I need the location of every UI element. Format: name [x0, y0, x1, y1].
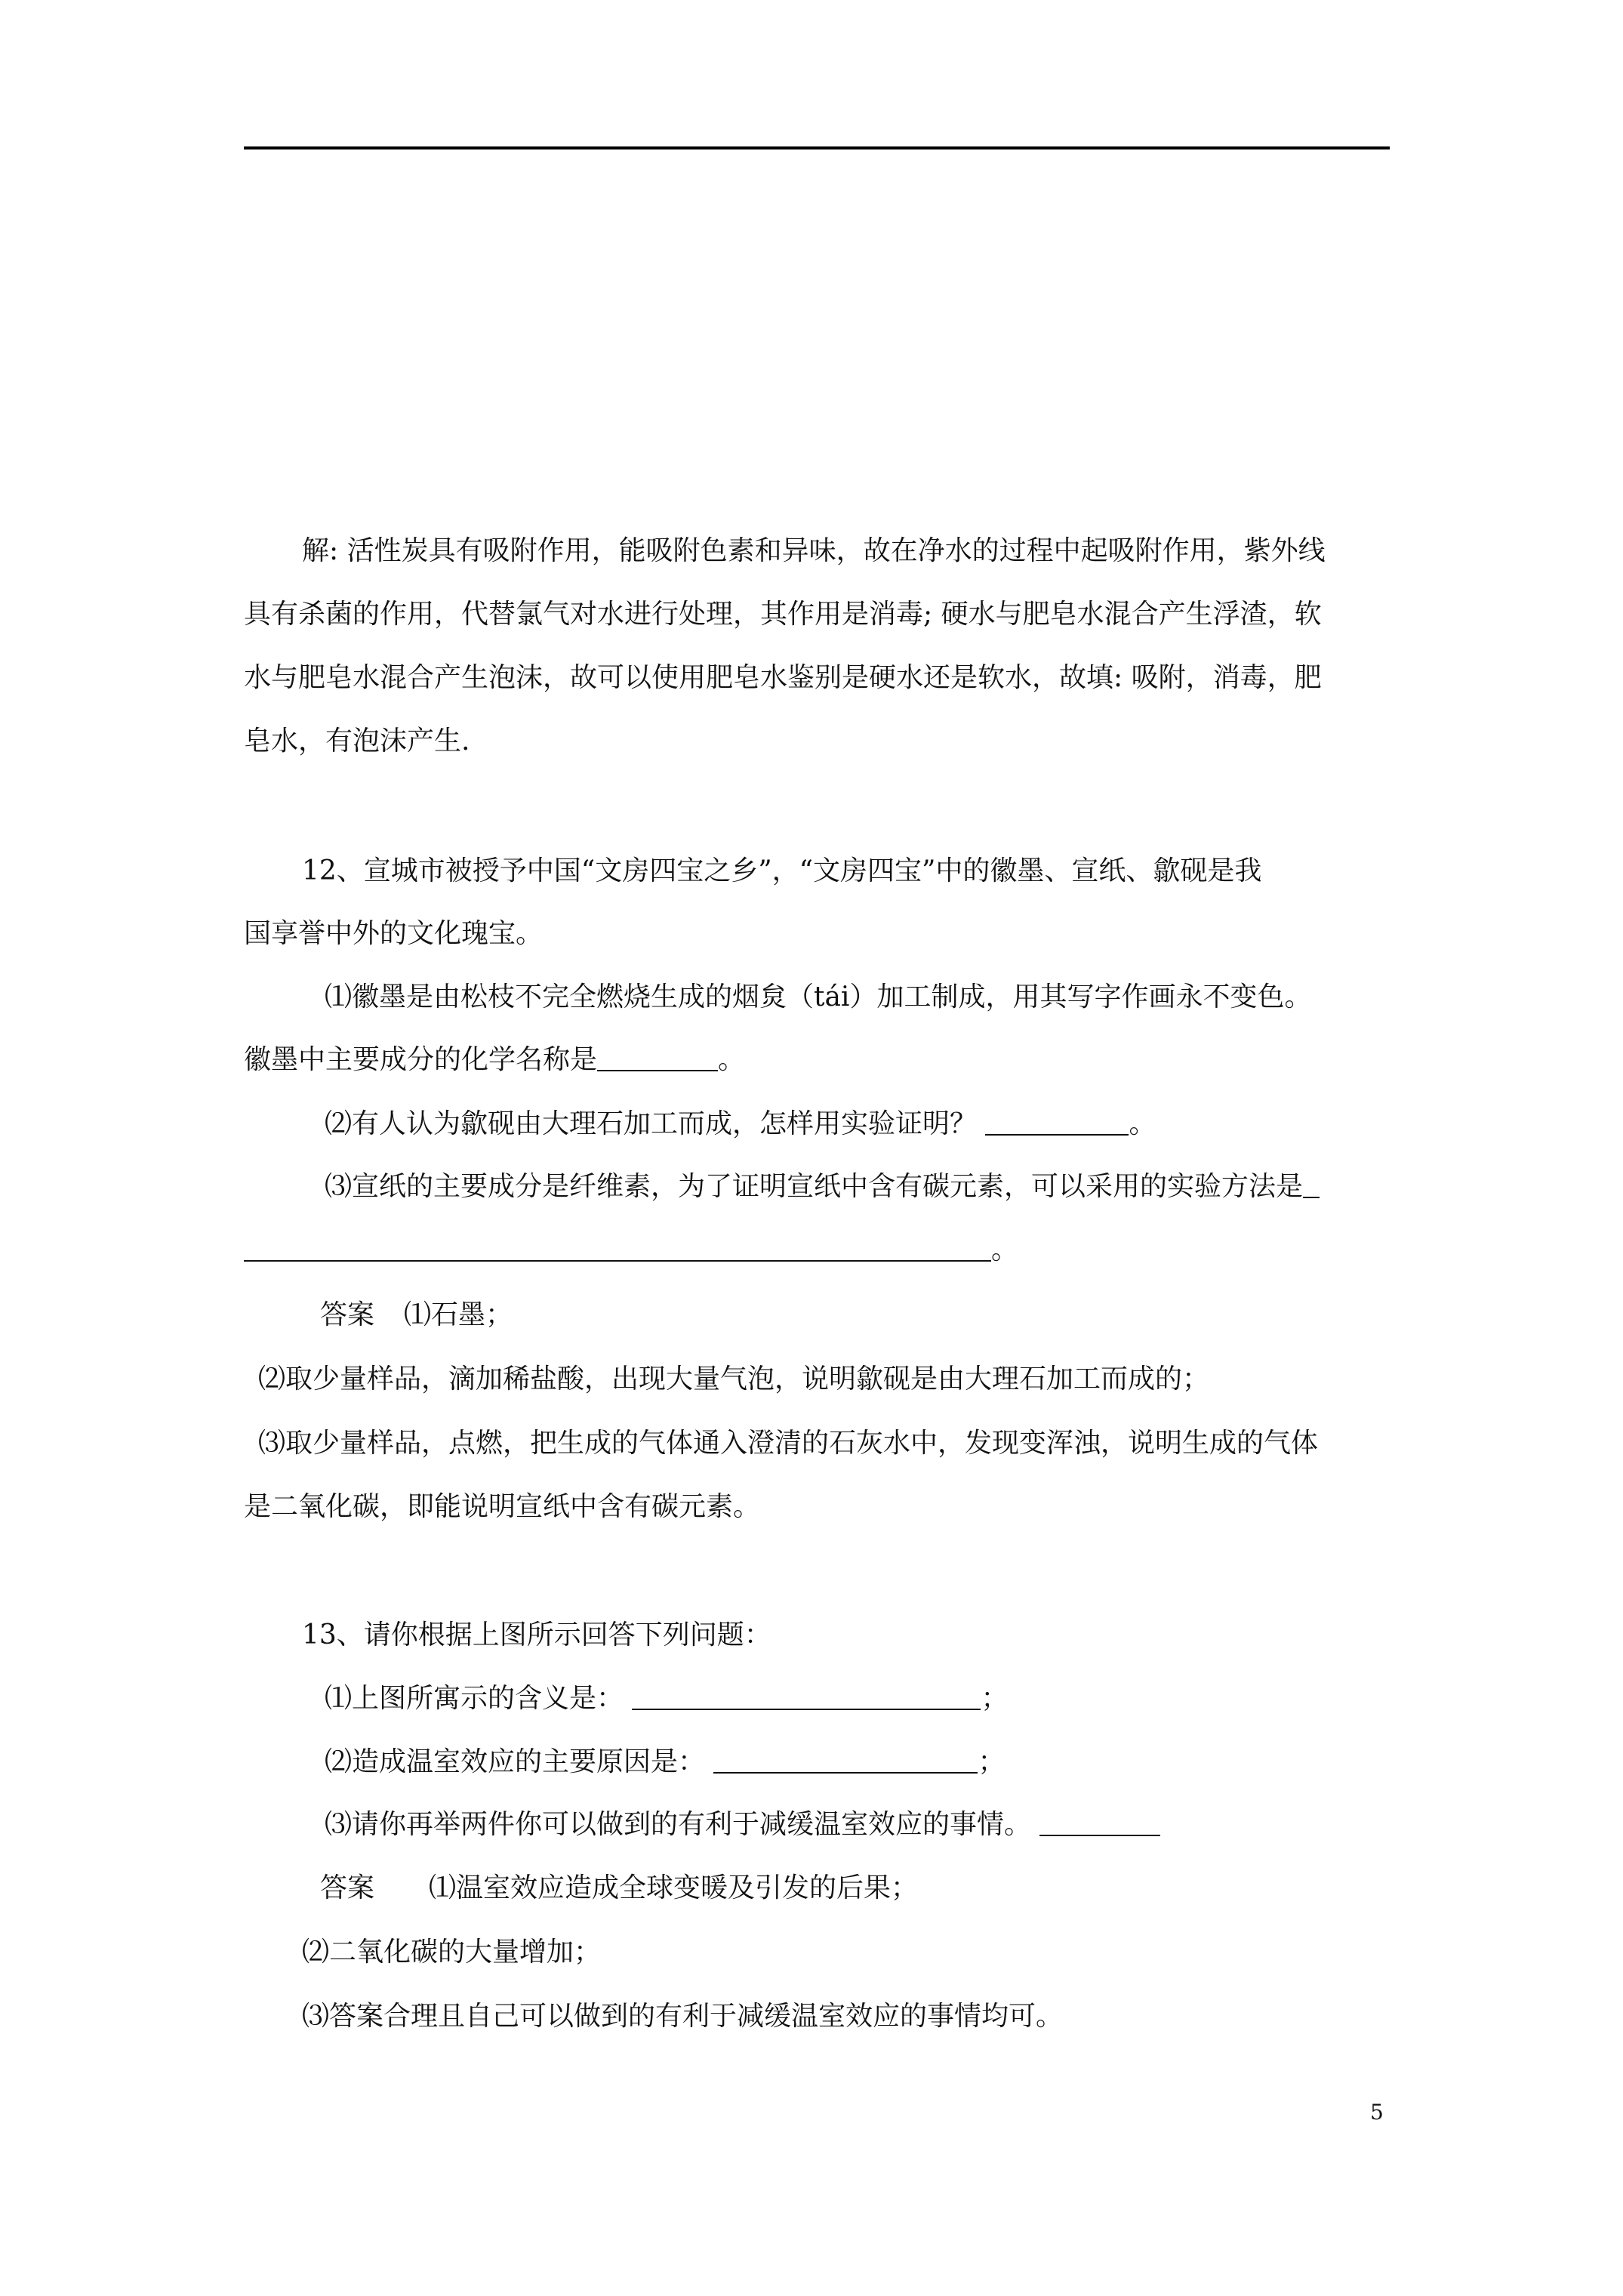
- q12-part3-question: ⑶宣纸的主要成分是纤维素，为了证明宣纸中含有碳元素，可以采用的实验方法是: [325, 1171, 1304, 1202]
- page-number: 5: [1370, 2100, 1384, 2125]
- q13-answer-1: ⑴温室效应造成全球变暖及引发的后果；: [429, 1872, 919, 1903]
- q12-part1-text: ⑴徽墨是由松枝不完全燃烧生成的烟炱（tái）加工制成，用其写字作画永不变色。: [325, 982, 1312, 1012]
- answer-blank: [1039, 1809, 1160, 1836]
- q13-part1-question: ⑴上图所寓示的含义是：: [325, 1683, 624, 1714]
- punctuation: 。: [1129, 1108, 1156, 1139]
- answer-blank: [632, 1683, 981, 1710]
- q13-part1: [325, 1681, 1391, 1717]
- answer-blank: [713, 1746, 978, 1774]
- q13-answer-3: ⑶答案合理且自己可以做到的有利于减缓温室效应的事情均可。: [302, 2001, 1064, 2032]
- answer-blank: [1303, 1171, 1320, 1198]
- q13-part3: [325, 1807, 1391, 1843]
- punctuation: ；: [981, 1683, 1009, 1714]
- q12-answer-2: ⑵取少量样品，滴加稀盐酸，出现大量气泡，说明歙砚是由大理石加工而成的；: [258, 1364, 1210, 1395]
- q12-part1-question: 徽墨中主要成分的化学名称是: [244, 1044, 598, 1075]
- punctuation: 。: [718, 1044, 746, 1075]
- answer-label: 答案: [320, 1299, 375, 1330]
- q12-answer-3-cont: 是二氧化碳，即能说明宣纸中含有碳元素。: [244, 1491, 761, 1522]
- q13-part2-question: ⑵造成温室效应的主要原因是：: [325, 1746, 706, 1777]
- answer-blank: [985, 1108, 1129, 1136]
- q13-part2: [325, 1744, 1391, 1780]
- punctuation: 。: [991, 1234, 1019, 1265]
- q12-part1-line2: [244, 1042, 1391, 1078]
- q12-answer-3: ⑶取少量样品，点燃，把生成的气体通入澄清的石灰水中，发现变浑浊，说明生成的气体: [258, 1428, 1319, 1459]
- q12-part2: [325, 1106, 1391, 1142]
- q12-part2-question: ⑵有人认为歙砚由大理石加工而成，怎样用实验证明？: [325, 1108, 978, 1139]
- solution-line: 具有杀菌的作用，代替氯气对水进行处理，其作用是消毒; 硬水与肥皂水混合产生浮渣，软: [244, 599, 1322, 630]
- q13-answer-2: ⑵二氧化碳的大量增加；: [302, 1937, 602, 1968]
- solution-line: 皂水，有泡沫产生.: [244, 726, 470, 757]
- answer-label: 答案: [320, 1872, 375, 1903]
- q12-answer-1: ⑴石墨；: [404, 1299, 513, 1330]
- header-rule: [244, 146, 1390, 149]
- q12-stem-line: 国享誉中外的文化瑰宝。: [244, 918, 544, 949]
- q13-part3-question: ⑶请你再举两件你可以做到的有利于减缓温室效应的事情。: [325, 1809, 1032, 1840]
- solution-line: 解: 活性炭具有吸附作用，能吸附色素和异味，故在净水的过程中起吸附作用，紫外线: [302, 535, 1326, 566]
- q12-part3-blank-line: [244, 1232, 1391, 1268]
- solution-line: 水与肥皂水混合产生泡沫，故可以使用肥皂水鉴别是硬水还是软水，故填: 吸附，消毒，肥: [244, 662, 1322, 693]
- q12-part3: [325, 1169, 1391, 1205]
- answer-blank: [244, 1234, 991, 1262]
- answer-blank: [597, 1044, 718, 1071]
- q12-stem-line: 12、宣城市被授予中国“文房四宝之乡”，“文房四宝”中的徽墨、宣纸、歙砚是我: [302, 855, 1262, 886]
- q13-stem: 13、请你根据上图所示回答下列问题：: [302, 1620, 771, 1650]
- punctuation: ；: [978, 1746, 1006, 1777]
